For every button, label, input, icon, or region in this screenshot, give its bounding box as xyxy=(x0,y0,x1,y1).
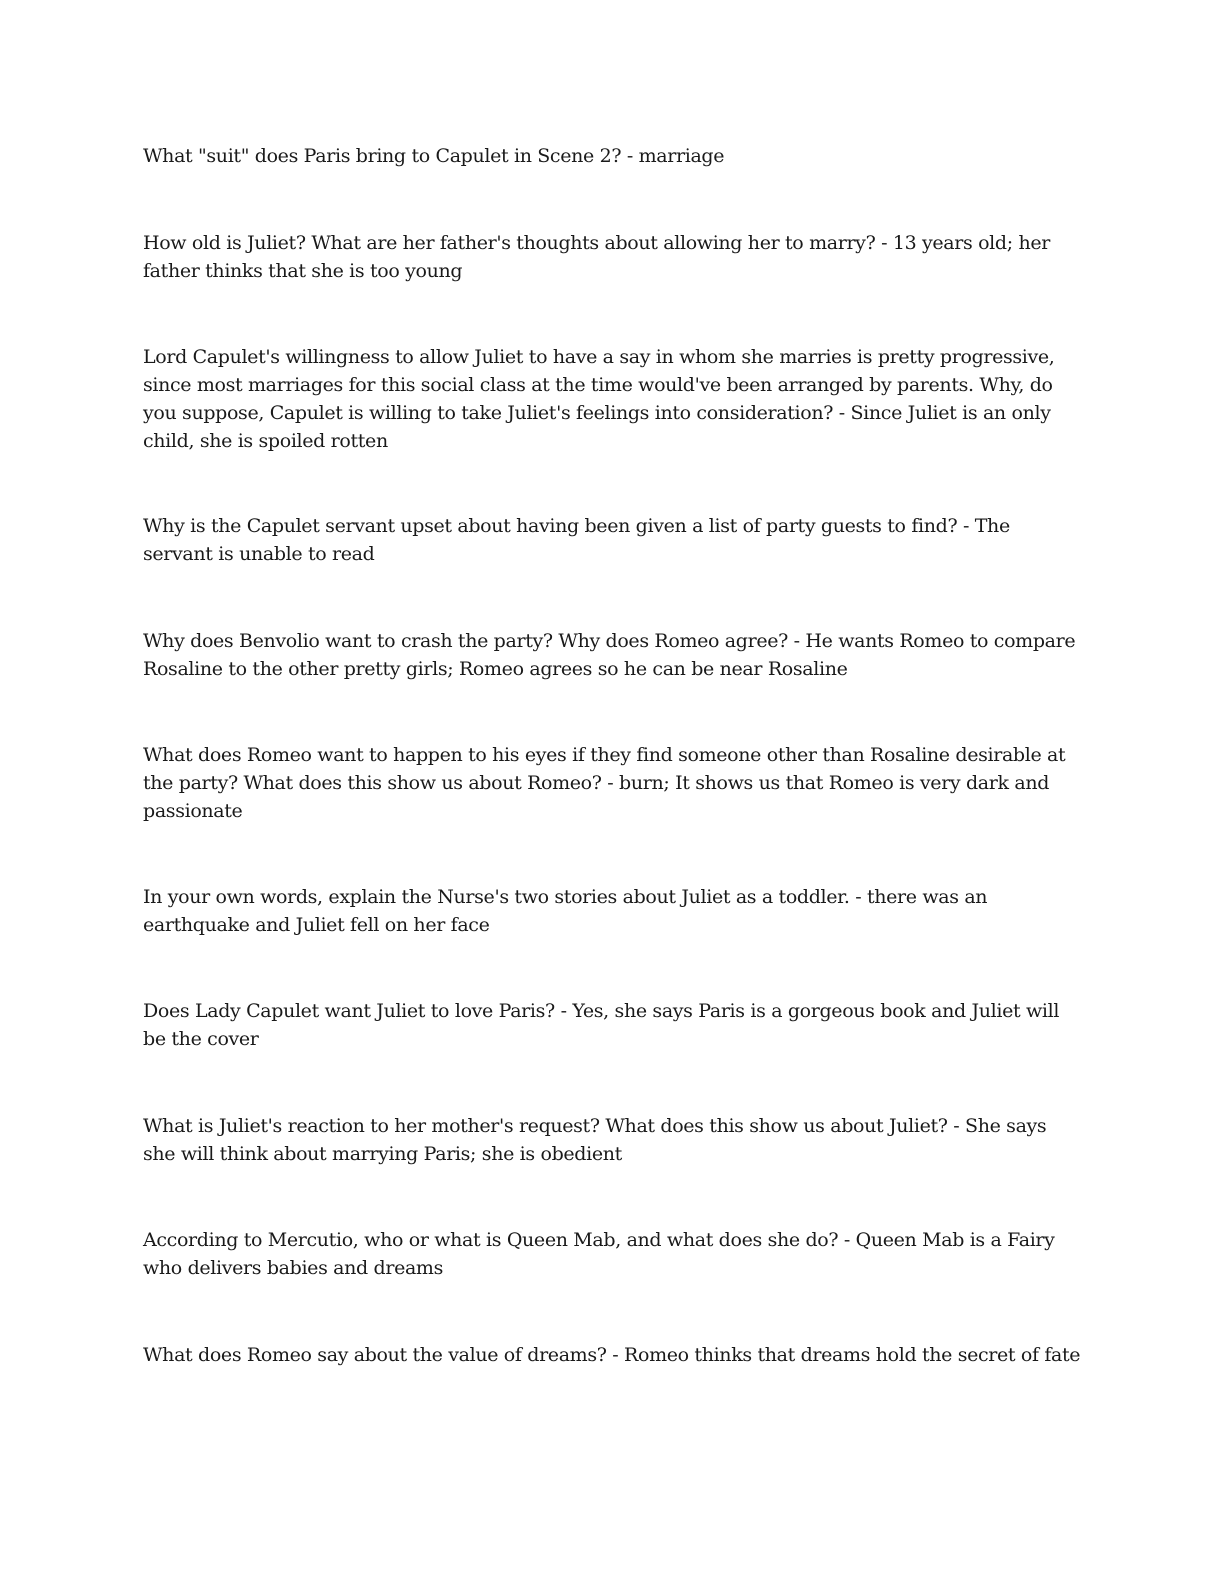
qa-capulet-willingness: Lord Capulet's willingness to allow Juliet to have a say in whom she marries is pretty progressive, since most marriages for this social class at the time would've been arranged by parents. Why, do you suppose, Capulet is willing to take Juliet's feelings into consideration? - Since Juliet is an only child, she is spoiled rotten xyxy=(143,346,1055,452)
qa-lady-capulet: Does Lady Capulet want Juliet to love Paris? - Yes, she says Paris is a gorgeous book and Juliet will be the cover xyxy=(143,1000,1060,1050)
qa-paris-suit: What "suit" does Paris bring to Capulet in Scene 2? - marriage xyxy=(143,145,725,167)
qa-benvolio-party: Why does Benvolio want to crash the party? Why does Romeo agree? - He wants Romeo to compare Rosaline to the other pretty girls; Romeo agrees so he can be near Rosaline xyxy=(143,630,1076,680)
qa-romeo-dreams: What does Romeo say about the value of dreams? - Romeo thinks that dreams hold the secret of fate xyxy=(143,1344,1081,1366)
qa-juliet-age: How old is Juliet? What are her father's thoughts about allowing her to marry? - 13 years old; her father thinks that she is too young xyxy=(143,232,1050,282)
qa-romeo-eyes: What does Romeo want to happen to his eyes if they find someone other than Rosaline desirable at the party? What does this show us about Romeo? - burn; It shows us that Romeo is very dark and passionate xyxy=(143,744,1066,822)
qa-queen-mab: According to Mercutio, who or what is Queen Mab, and what does she do? - Queen Mab is a Fairy who delivers babies and dreams xyxy=(143,1229,1055,1279)
qa-servant-upset: Why is the Capulet servant upset about having been given a list of party guests to find? - The servant is unable to read xyxy=(143,515,1010,565)
qa-nurse-stories: In your own words, explain the Nurse's two stories about Juliet as a toddler. - there was an earthquake and Juliet fell on her face xyxy=(143,886,988,936)
qa-juliet-reaction: What is Juliet's reaction to her mother's request? What does this show us about Juliet? - She says she will think about marrying Paris; she is obedient xyxy=(143,1115,1047,1165)
